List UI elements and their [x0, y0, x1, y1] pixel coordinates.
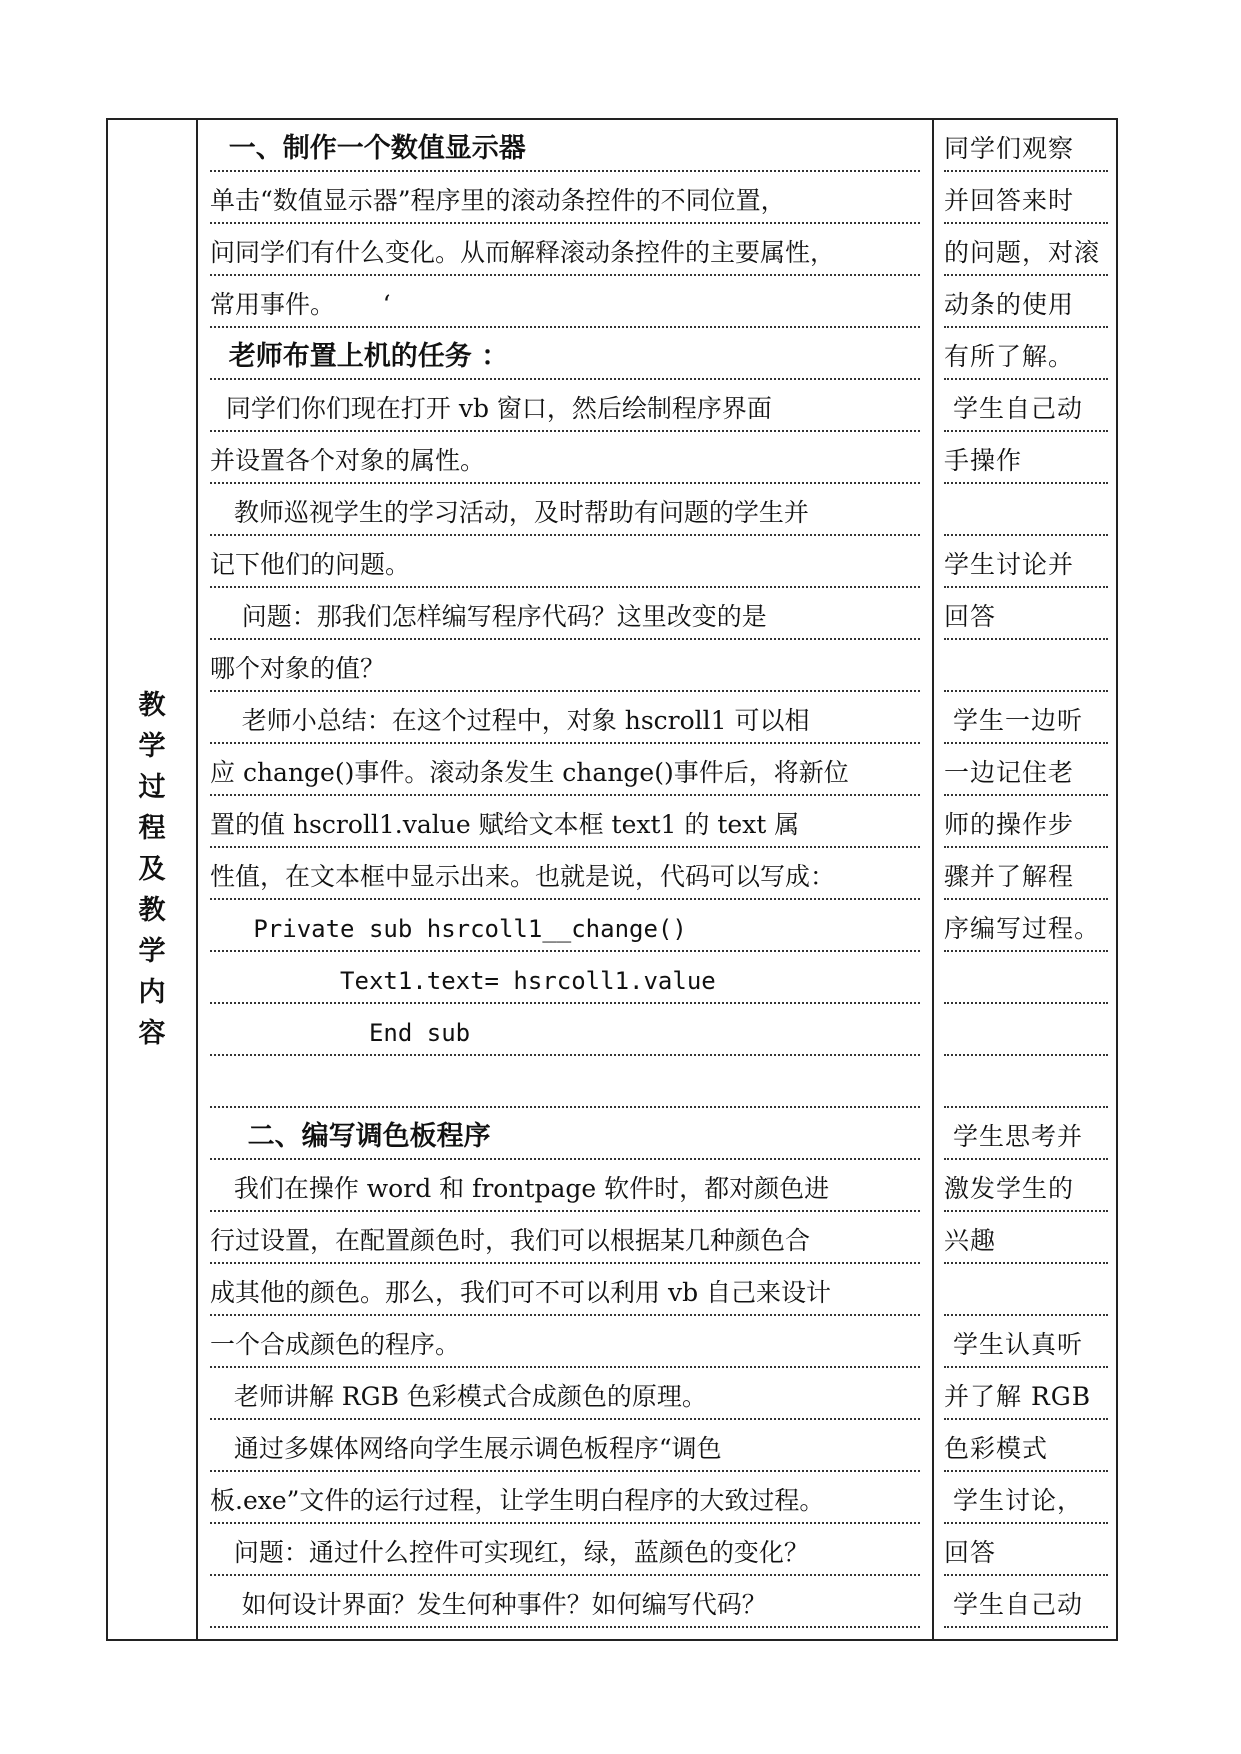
label-column: [108, 120, 196, 1639]
column-divider-right: [932, 120, 934, 1639]
code-line: Text1.text= hsrcoll1.value: [210, 952, 920, 1004]
student-activity-line: 骤并了解程: [944, 848, 1108, 900]
student-activity-line: 回答: [944, 1524, 1108, 1576]
text-line: 老师小总结：在这个过程中，对象 hscroll1 可以相: [210, 692, 920, 744]
student-activity-line: 并了解 RGB: [944, 1368, 1108, 1420]
lesson-table: [106, 118, 1118, 1641]
student-activity-line: 的问题，对滚: [944, 224, 1108, 276]
text-line: 我们在操作 word 和 frontpage 软件时，都对颜色进: [210, 1160, 920, 1212]
student-activity-line: [944, 640, 1108, 692]
section-heading: 一、制作一个数值显示器: [210, 120, 920, 172]
section-heading: 二、编写调色板程序: [210, 1108, 920, 1160]
student-activity-line: 并回答来时: [944, 172, 1108, 224]
section-label: 教学过程及教学内容: [138, 690, 166, 1049]
text-line: 教师巡视学生的学习活动，及时帮助有问题的学生并: [210, 484, 920, 536]
code-line: End sub: [210, 1004, 920, 1056]
student-activity-line: 学生一边听: [944, 692, 1108, 744]
text-line: 问同学们有什么变化。从而解释滚动条控件的主要属性，: [210, 224, 920, 276]
student-activity-line: 激发学生的: [944, 1160, 1108, 1212]
text-line: 单击“数值显示器”程序里的滚动条控件的不同位置，: [210, 172, 920, 224]
text-line: [210, 1056, 920, 1108]
text-line: 一个合成颜色的程序。: [210, 1316, 920, 1368]
text-line: 置的值 hscroll1.value 赋给文本框 text1 的 text 属: [210, 796, 920, 848]
text-line: 并设置各个对象的属性。: [210, 432, 920, 484]
student-activity-line: 学生讨论，: [944, 1472, 1108, 1524]
student-activity-line: 手操作: [944, 432, 1108, 484]
student-activity-line: [944, 952, 1108, 1004]
student-activity-line: 序编写过程。: [944, 900, 1108, 952]
student-activity-line: [944, 1004, 1108, 1056]
text-line: 问题：那我们怎样编写程序代码？这里改变的是: [210, 588, 920, 640]
student-activity-line: [944, 1056, 1108, 1108]
student-activity-line: 同学们观察: [944, 120, 1108, 172]
text-line: 常用事件。 ‘: [210, 276, 920, 328]
student-activity-line: 色彩模式: [944, 1420, 1108, 1472]
student-activity-line: 有所了解。: [944, 328, 1108, 380]
student-activity-line: 动条的使用: [944, 276, 1108, 328]
student-activity-line: 回答: [944, 588, 1108, 640]
text-line: 老师讲解 RGB 色彩模式合成颜色的原理。: [210, 1368, 920, 1420]
text-line: 性值，在文本框中显示出来。也就是说，代码可以写成：: [210, 848, 920, 900]
student-activity-line: 学生自己动: [944, 380, 1108, 432]
text-line: 记下他们的问题。: [210, 536, 920, 588]
student-activity-line: 学生自己动: [944, 1576, 1108, 1628]
student-activity-line: 学生思考并: [944, 1108, 1108, 1160]
text-line: 同学们你们现在打开 vb 窗口，然后绘制程序界面: [210, 380, 920, 432]
student-activity-line: [944, 484, 1108, 536]
text-line: 通过多媒体网络向学生展示调色板程序“调色: [210, 1420, 920, 1472]
student-activity-line: [944, 1264, 1108, 1316]
section-heading: 老师布置上机的任务 ：: [210, 328, 920, 380]
text-line: 板.exe”文件的运行过程，让学生明白程序的大致过程。: [210, 1472, 920, 1524]
text-line: 如何设计界面？发生何种事件？如何编写代码？: [210, 1576, 920, 1628]
text-line: 哪个对象的值？: [210, 640, 920, 692]
student-activity-line: 学生讨论并: [944, 536, 1108, 588]
student-activity-line: 师的操作步: [944, 796, 1108, 848]
text-line: 应 change()事件。滚动条发生 change()事件后，将新位: [210, 744, 920, 796]
student-activity-line: 一边记住老: [944, 744, 1108, 796]
student-activity-line: 兴趣: [944, 1212, 1108, 1264]
student-activity-line: 学生认真听: [944, 1316, 1108, 1368]
code-line: Private sub hsrcoll1__change(): [210, 900, 920, 952]
column-divider-left: [196, 120, 198, 1639]
text-line: 成其他的颜色。那么，我们可不可以利用 vb 自己来设计: [210, 1264, 920, 1316]
text-line: 问题：通过什么控件可实现红，绿，蓝颜色的变化？: [210, 1524, 920, 1576]
text-line: 行过设置，在配置颜色时，我们可以根据某几种颜色合: [210, 1212, 920, 1264]
